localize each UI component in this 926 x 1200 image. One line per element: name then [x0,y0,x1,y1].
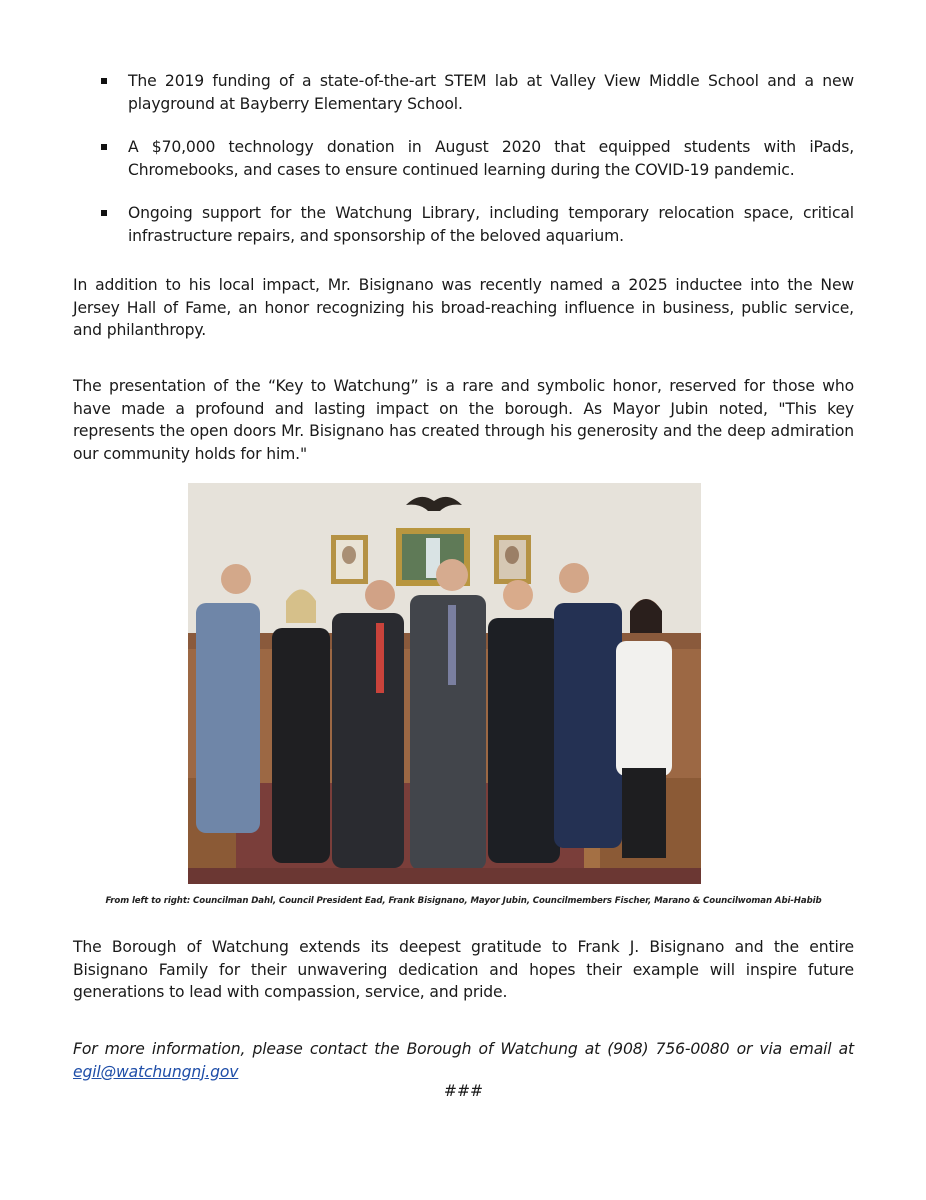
list-item [73,202,854,247]
bullet-text: The 2019 funding of a state-of-the-art STEM lab at Valley View Middle School and a new playground at Bayberry Elementary School. [128,72,854,113]
bullet-text: A $70,000 technology donation in August 2020 that equipped students with iPads, Chromebooks, and cases to ensure continued learning during the COVID-19 pandemic. [128,138,854,179]
contact-paragraph [73,1038,854,1083]
square-bullet-icon [101,144,107,150]
email-link[interactable]: egil@watchungnj.gov [73,1062,239,1081]
contact-text: For more information, please contact the Borough of Watchung at (908) 756-0080 or via email at [73,1040,854,1058]
bullet-text: Ongoing support for the Watchung Library, including temporary relocation space, critical infrastructure repairs, and sponsorship of the beloved aquarium. [128,204,854,245]
list-item [73,136,854,181]
gratitude-paragraph: The Borough of Watchung extends its deepest gratitude to Frank J. Bisignano and the entire Bisignano Family for their unwavering dedication and hopes their example will inspire future generations to lead with compassion, service, and pride. [73,938,854,1001]
square-bullet-icon [101,78,107,84]
list-item [73,70,854,115]
contributions-list [73,70,854,247]
photo-caption: From left to right: Councilman Dahl, Council President Ead, Frank Bisignano, Mayor Jubin, Councilmembers Fischer, Marano & Councilwoman Abi-Habib [105,896,822,906]
hall-of-fame-paragraph: In addition to his local impact, Mr. Bisignano was recently named a 2025 inductee into the New Jersey Hall of Fame, an honor recognizing his broad-reaching influence in business, public service, and philanthropy. [73,276,854,339]
document-page [73,70,854,1100]
square-bullet-icon [101,210,107,216]
end-mark: ### [443,1082,484,1100]
key-presentation-paragraph: The presentation of the “Key to Watchung” is a rare and symbolic honor, reserved for those who have made a profound and lasting impact on the borough. As Mayor Jubin noted, "This key represents the open doors Mr. Bisignano has created through his generosity and the deep admiration our community holds for him." [73,377,854,463]
group-photo [188,483,701,884]
